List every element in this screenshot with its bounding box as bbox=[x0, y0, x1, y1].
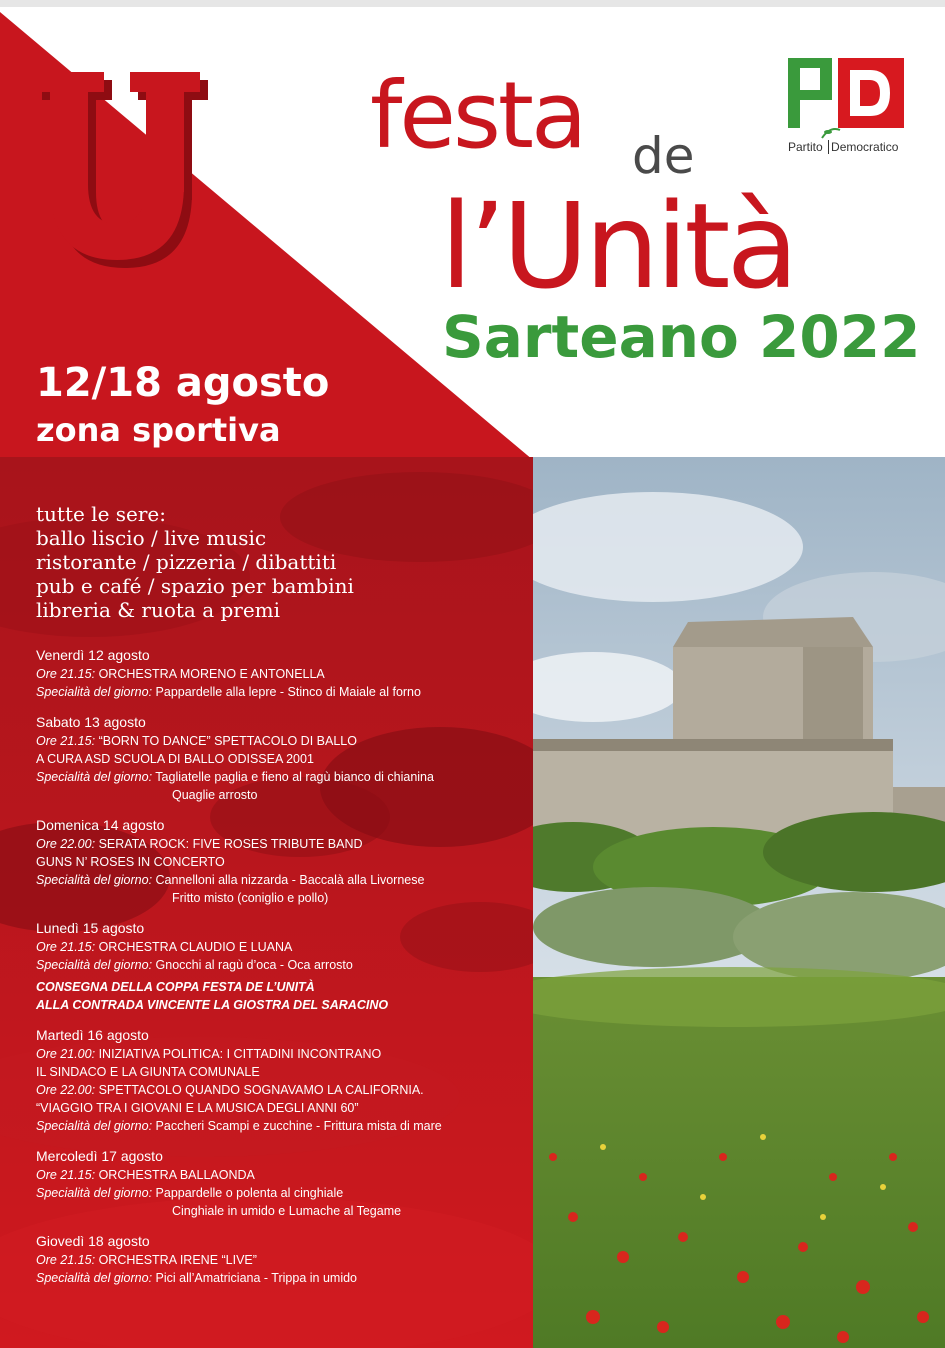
specialty-label: Specialità del giorno: bbox=[36, 685, 153, 699]
event-title: GUNS N’ ROSES IN CONCERTO bbox=[36, 855, 225, 869]
title-festa: festa bbox=[370, 62, 585, 169]
schedule-day bbox=[36, 1232, 526, 1287]
specialty-label: Specialità del giorno: bbox=[36, 873, 153, 887]
event-title: ORCHESTRA MORENO E ANTONELLA bbox=[98, 667, 325, 681]
specialty-label: Specialità del giorno: bbox=[36, 958, 153, 972]
event-title: INIZIATIVA POLITICA: I CITTADINI INCONTRANO bbox=[98, 1047, 382, 1061]
event-title: A CURA ASD SCUOLA DI BALLO ODISSEA 2001 bbox=[36, 752, 314, 766]
day-name: Martedì 16 agosto bbox=[36, 1027, 149, 1043]
cup-note: CONSEGNA DELLA COPPA FESTA DE L’UNITÀ bbox=[36, 980, 315, 994]
title-place-year: Sarteano 2022 bbox=[442, 303, 921, 371]
schedule-day bbox=[36, 1147, 526, 1220]
event-title: “BORN TO DANCE” SPETTACOLO DI BALLO bbox=[98, 734, 357, 748]
specialty-dish: Gnocchi al ragù d’oca - Oca arrosto bbox=[155, 958, 353, 972]
specialty-label: Specialità del giorno: bbox=[36, 1271, 153, 1285]
event-time: Ore 21.15: bbox=[36, 1253, 96, 1267]
event-title: SPETTACOLO QUANDO SOGNAVAMO LA CALIFORNIA. bbox=[98, 1083, 424, 1097]
features-item: pub e café / spazio per bambini bbox=[36, 574, 354, 598]
specialty-label: Specialità del giorno: bbox=[36, 1119, 153, 1133]
schedule-day bbox=[36, 713, 526, 804]
specialty-dish: Pici all’Amatriciana - Trippa in umido bbox=[155, 1271, 357, 1285]
day-name: Sabato 13 agosto bbox=[36, 714, 146, 730]
castle-illustration bbox=[533, 457, 945, 1348]
features-item: ballo liscio / live music bbox=[36, 526, 267, 550]
specialty-dish: Cannelloni alla nizzarda - Baccalà alla Livornese bbox=[155, 873, 425, 887]
event-time: Ore 22.00: bbox=[36, 837, 96, 851]
pd-caption-divider bbox=[828, 140, 829, 154]
features-list bbox=[36, 502, 354, 622]
u-logo-icon bbox=[28, 72, 213, 272]
pd-caption bbox=[788, 140, 898, 154]
event-title: ORCHESTRA CLAUDIO E LUANA bbox=[98, 940, 293, 954]
day-name: Mercoledì 17 agosto bbox=[36, 1148, 163, 1164]
specialty-dish: Paccheri Scampi e zucchine - Frittura mista di mare bbox=[155, 1119, 442, 1133]
schedule-day bbox=[36, 816, 526, 907]
day-name: Venerdì 12 agosto bbox=[36, 647, 150, 663]
features-item: tutte le sere: bbox=[36, 502, 167, 526]
event-time: Ore 21.00: bbox=[36, 1047, 96, 1061]
title-de: de bbox=[632, 127, 695, 185]
pd-caption-right: Democratico bbox=[831, 140, 899, 154]
day-name: Giovedì 18 agosto bbox=[36, 1233, 150, 1249]
event-time: Ore 21.15: bbox=[36, 1168, 96, 1182]
title-unita: l’Unità bbox=[440, 177, 795, 315]
event-time: Ore 21.15: bbox=[36, 940, 96, 954]
cup-note: ALLA CONTRADA VINCENTE LA GIOSTRA DEL SARACINO bbox=[36, 998, 389, 1012]
specialty-dish: Pappardelle o polenta al cinghiale bbox=[155, 1186, 344, 1200]
event-time: Ore 21.15: bbox=[36, 734, 96, 748]
pd-caption-left: Partito bbox=[788, 140, 823, 154]
day-name: Lunedì 15 agosto bbox=[36, 920, 145, 936]
event-dates: 12/18 agosto bbox=[36, 360, 330, 406]
event-title: ORCHESTRA IRENE “LIVE” bbox=[98, 1253, 257, 1267]
schedule-day bbox=[36, 1026, 526, 1135]
schedule-day bbox=[36, 919, 526, 1014]
day-name: Domenica 14 agosto bbox=[36, 817, 165, 833]
event-title: ORCHESTRA BALLAONDA bbox=[98, 1168, 255, 1182]
specialty-dish: Tagliatelle paglia e fieno al ragù bianco di chianina bbox=[155, 770, 434, 784]
event-title: SERATA ROCK: FIVE ROSES TRIBUTE BAND bbox=[98, 837, 363, 851]
specialty-label: Specialità del giorno: bbox=[36, 1186, 153, 1200]
specialty-dish: Quaglie arrosto bbox=[172, 788, 258, 802]
event-title: “VIAGGIO TRA I GIOVANI E LA MUSICA DEGLI ANNI 60” bbox=[36, 1101, 359, 1115]
specialty-dish: Cinghiale in umido e Lumache al Tegame bbox=[172, 1204, 402, 1218]
event-location: zona sportiva bbox=[36, 411, 281, 449]
event-title: IL SINDACO E LA GIUNTA COMUNALE bbox=[36, 1065, 260, 1079]
castle-landscape-photo bbox=[533, 457, 945, 1348]
features-item: libreria & ruota a premi bbox=[36, 598, 281, 622]
schedule-day bbox=[36, 646, 526, 701]
schedule bbox=[36, 646, 526, 1299]
specialty-dish: Pappardelle alla lepre - Stinco di Maiale al forno bbox=[155, 685, 421, 699]
event-time: Ore 21.15: bbox=[36, 667, 96, 681]
event-time: Ore 22.00: bbox=[36, 1083, 96, 1097]
features-item: ristorante / pizzeria / dibattiti bbox=[36, 550, 337, 574]
specialty-label: Specialità del giorno: bbox=[36, 770, 153, 784]
specialty-dish: Fritto misto (coniglio e pollo) bbox=[172, 891, 329, 905]
